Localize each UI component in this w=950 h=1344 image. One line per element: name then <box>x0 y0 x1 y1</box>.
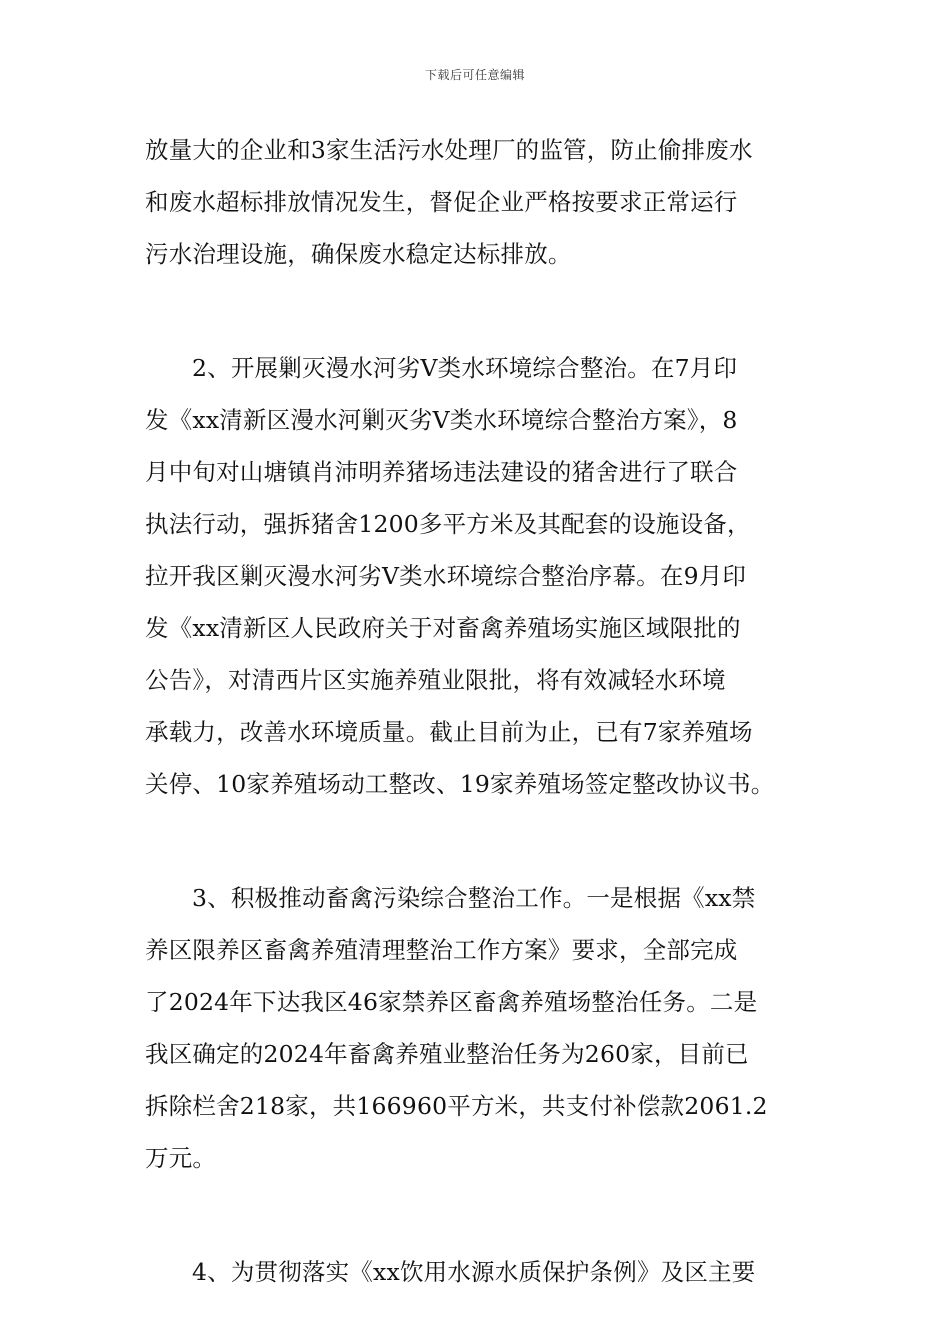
paragraph-4 <box>145 1246 810 1298</box>
paragraph-line: 发《xx清新区人民政府关于对畜禽养殖场实施区域限批的 <box>145 614 741 642</box>
paragraph-line: 2、开展剿灭漫水河劣Ⅴ类水环境综合整治。在7月印 <box>192 354 738 382</box>
paragraph-1 <box>145 124 810 280</box>
paragraph-spacer <box>145 280 810 342</box>
paragraph-line: 放量大的企业和3家生活污水处理厂的监管，防止偷排废水 <box>145 136 753 164</box>
paragraph-line: 污水治理设施，确保废水稳定达标排放。 <box>145 240 572 268</box>
paragraph-line: 了2024年下达我区46家禁养区畜禽养殖场整治任务。二是 <box>145 988 758 1016</box>
paragraph-line: 拉开我区剿灭漫水河劣Ⅴ类水环境综合整治序幕。在9月印 <box>145 562 747 590</box>
paragraph-line: 和废水超标排放情况发生，督促企业严格按要求正常运行 <box>145 188 738 216</box>
document-body <box>145 124 810 1298</box>
paragraph-line: 万元。 <box>145 1144 217 1172</box>
paragraph-line: 公告》，对清西片区实施养殖业限批，将有效减轻水环境 <box>145 666 726 694</box>
paragraph-line: 月中旬对山塘镇肖沛明养猪场违法建设的猪舍进行了联合 <box>145 458 738 486</box>
paragraph-line: 我区确定的2024年畜禽养殖业整治任务为260家，目前已 <box>145 1040 749 1068</box>
paragraph-line: 发《xx清新区漫水河剿灭劣Ⅴ类水环境综合整治方案》，8 <box>145 406 738 434</box>
page-header: 下载后可任意编辑 <box>424 68 525 82</box>
paragraph-3 <box>145 872 810 1184</box>
paragraph-line: 执法行动，强拆猪舍1200多平方米及其配套的设施设备， <box>145 510 751 538</box>
paragraph-spacer <box>145 1184 810 1246</box>
paragraph-line: 拆除栏舍218家，共166960平方米，共支付补偿款2061.2 <box>145 1092 768 1120</box>
paragraph-line: 养区限养区畜禽养殖清理整治工作方案》要求，全部完成 <box>145 936 738 964</box>
paragraph-spacer <box>145 810 810 872</box>
paragraph-line: 4、为贯彻落实《xx饮用水源水质保护条例》及区主要 <box>192 1258 756 1286</box>
paragraph-line: 3、积极推动畜禽污染综合整治工作。一是根据《xx禁 <box>192 884 756 912</box>
paragraph-2 <box>145 342 810 810</box>
paragraph-line: 承载力，改善水环境质量。截止目前为止，已有7家养殖场 <box>145 718 753 746</box>
paragraph-line: 关停、10家养殖场动工整改、19家养殖场签定整改协议书。 <box>145 770 775 798</box>
